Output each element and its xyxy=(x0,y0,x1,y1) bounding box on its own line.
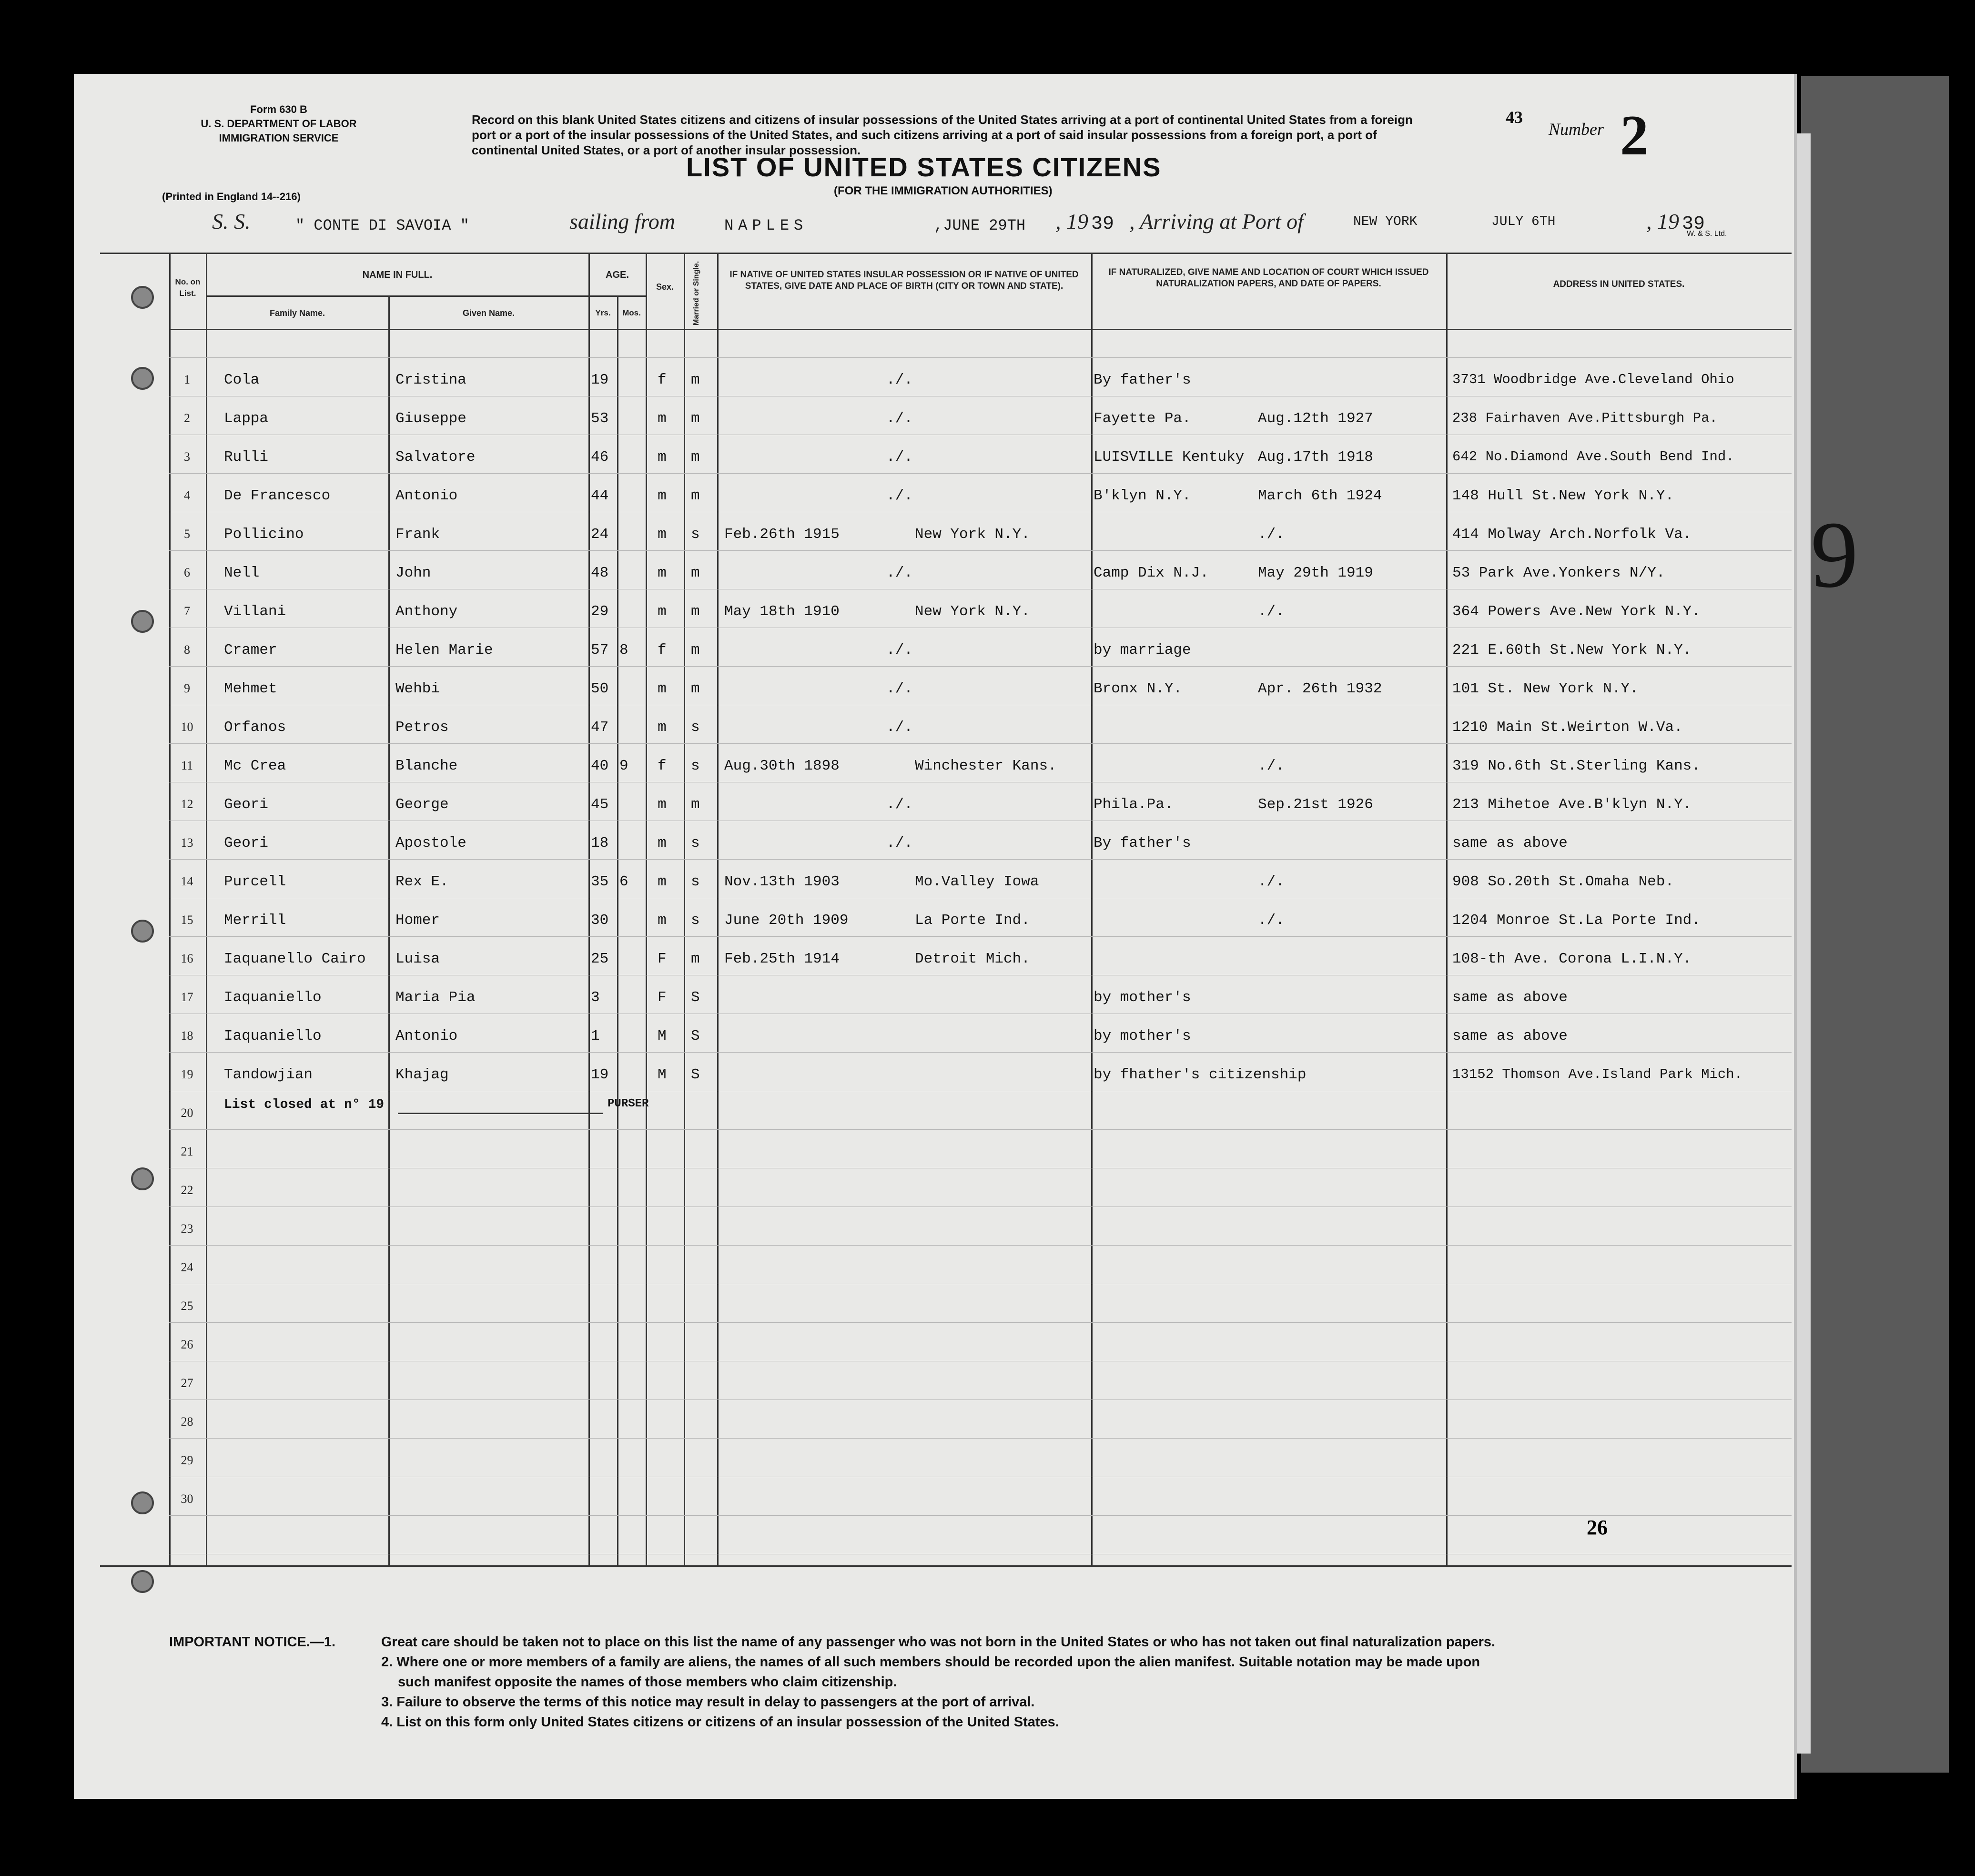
printed-note: (Printed in England 14--216) xyxy=(162,191,301,203)
sailing-from: NAPLES xyxy=(724,217,808,234)
naturalization-date-cell: Apr. 26th 1932 xyxy=(1258,680,1382,697)
address-cell: 414 Molway Arch.Norfolk Va. xyxy=(1452,526,1692,543)
binder-hole xyxy=(131,286,154,309)
page-subtitle: (FOR THE IMMIGRATION AUTHORITIES) xyxy=(834,184,1053,197)
birth-date-cell: ./. xyxy=(886,642,913,659)
given-name-cell: Apostole xyxy=(395,835,466,852)
sex-cell: m xyxy=(658,603,667,620)
age-years-cell: 46 xyxy=(591,449,609,466)
row-number: 11 xyxy=(181,759,193,772)
age-years-cell: 47 xyxy=(591,719,609,736)
family-name-cell: Geori xyxy=(224,796,269,813)
col-header-birth: IF NATIVE OF UNITED STATES INSULAR POSSESSION OR IF NATIVE OF UNITED STATES, GIVE DATE AND PLACE OF BIRTH (CITY OR TOWN AND STATE). xyxy=(729,270,1079,291)
birth-date-cell: ./. xyxy=(886,372,913,388)
department: U. S. DEPARTMENT OF LABOR xyxy=(201,118,357,130)
naturalization-date-cell: March 6th 1924 xyxy=(1258,487,1382,504)
address-cell: 642 No.Diamond Ave.South Bend Ind. xyxy=(1452,449,1734,465)
marital-status-cell: s xyxy=(691,719,700,736)
address-cell: 1204 Monroe St.La Porte Ind. xyxy=(1452,912,1701,929)
age-years-cell: 35 xyxy=(591,873,609,890)
address-cell: 238 Fairhaven Ave.Pittsburgh Pa. xyxy=(1452,410,1718,426)
family-name-cell: Nell xyxy=(224,565,260,581)
family-name-cell: Pollicino xyxy=(224,526,304,543)
marital-status-cell: s xyxy=(691,912,700,929)
age-years-cell: 3 xyxy=(591,989,600,1006)
given-name-cell: Wehbi xyxy=(395,680,440,697)
birth-place-cell: Detroit Mich. xyxy=(915,951,1030,967)
notice-item-2-cont: such manifest opposite the names of those members who claim citizenship. xyxy=(398,1674,897,1690)
marital-status-cell: S xyxy=(691,989,700,1006)
arrival-date: JULY 6TH xyxy=(1491,214,1556,229)
row-number: 3 xyxy=(184,450,190,464)
age-years-cell: 50 xyxy=(591,680,609,697)
row-number: 2 xyxy=(184,411,190,425)
family-name-cell: Purcell xyxy=(224,873,286,890)
page-number: 26 xyxy=(1587,1516,1608,1539)
naturalization-court-cell: B'klyn N.Y. xyxy=(1094,487,1191,504)
side-annotation-9: 9 xyxy=(1811,502,1858,608)
arriving-label: , Arriving at Port of xyxy=(1129,209,1304,233)
address-cell: same as above xyxy=(1452,989,1568,1006)
row-number: 29 xyxy=(181,1453,193,1467)
ruled-line xyxy=(169,1399,1792,1400)
given-name-cell: Rex E. xyxy=(395,873,449,890)
address-cell: 13152 Thomson Ave.Island Park Mich. xyxy=(1452,1066,1743,1082)
col-divider xyxy=(388,295,390,1565)
birth-date-cell: ./. xyxy=(886,487,913,504)
naturalization-court-cell: Fayette Pa. xyxy=(1094,410,1191,427)
marital-status-cell: m xyxy=(691,449,700,466)
birth-date-cell: June 20th 1909 xyxy=(724,912,849,929)
row-number: 5 xyxy=(184,527,190,541)
row-number: 1 xyxy=(184,373,190,386)
naturalization-court-cell: Phila.Pa. xyxy=(1094,796,1174,813)
col-divider xyxy=(206,253,207,1565)
given-name-cell: Petros xyxy=(395,719,449,736)
marital-status-cell: S xyxy=(691,1028,700,1044)
sex-cell: m xyxy=(658,719,667,736)
given-name-cell: Giuseppe xyxy=(395,410,466,427)
birth-place-cell: New York N.Y. xyxy=(915,526,1030,543)
family-name-cell: Mehmet xyxy=(224,680,277,697)
marital-status-cell: m xyxy=(691,372,700,388)
form-id xyxy=(195,102,362,145)
row-number: 18 xyxy=(181,1029,193,1043)
row-number: 24 xyxy=(181,1260,193,1274)
col-header-no: No. on List. xyxy=(175,277,201,298)
given-name-cell: Salvatore xyxy=(395,449,476,466)
row-number: 10 xyxy=(181,720,193,734)
address-cell: 319 No.6th St.Sterling Kans. xyxy=(1452,758,1701,774)
given-name-cell: Helen Marie xyxy=(395,642,493,659)
row-number: 12 xyxy=(181,797,193,811)
naturalization-date-cell: ./. xyxy=(1258,873,1285,890)
col-divider xyxy=(646,253,647,1565)
number-value: 2 xyxy=(1620,103,1649,167)
age-subheader-line xyxy=(588,295,646,297)
birth-place-cell: La Porte Ind. xyxy=(915,912,1030,929)
row-number: 8 xyxy=(184,643,190,657)
col-divider xyxy=(1446,253,1448,1565)
ruled-line xyxy=(169,473,1792,474)
marital-status-cell: s xyxy=(691,526,700,543)
family-name-cell: Iaquaniello xyxy=(224,989,322,1006)
col-header-sex: Sex. xyxy=(656,282,674,292)
col-header-married: Married or Single. xyxy=(692,261,700,325)
marital-status-cell: m xyxy=(691,951,700,967)
family-name-cell: Iaquanello Cairo xyxy=(224,951,366,967)
notice-lead: IMPORTANT NOTICE.—1. xyxy=(169,1634,336,1650)
address-cell: 1210 Main St.Weirton W.Va. xyxy=(1452,719,1683,736)
signature-line xyxy=(398,1113,603,1114)
sex-cell: M xyxy=(658,1028,667,1044)
col-header-address: ADDRESS IN UNITED STATES. xyxy=(1553,279,1685,289)
birth-date-cell: Feb.26th 1915 xyxy=(724,526,840,543)
naturalization-court-cell: by mother's xyxy=(1094,989,1191,1006)
col-header-yrs: Yrs. xyxy=(595,308,611,317)
address-cell: 364 Powers Ave.New York N.Y. xyxy=(1452,603,1701,620)
sex-cell: m xyxy=(658,449,667,466)
row-number: 16 xyxy=(181,952,193,965)
family-name-cell: De Francesco xyxy=(224,487,331,504)
family-name-cell: Rulli xyxy=(224,449,269,466)
marital-status-cell: m xyxy=(691,603,700,620)
address-cell: 3731 Woodbridge Ave.Cleveland Ohio xyxy=(1452,372,1734,387)
sex-cell: m xyxy=(658,796,667,813)
ruled-line xyxy=(169,1245,1792,1246)
family-name-cell: Mc Crea xyxy=(224,758,286,774)
row-number: 21 xyxy=(181,1145,193,1158)
col-header-name: NAME IN FULL. xyxy=(362,270,433,280)
age-years-cell: 25 xyxy=(591,951,609,967)
naturalization-date-cell: ./. xyxy=(1258,912,1285,929)
age-years-cell: 53 xyxy=(591,410,609,427)
age-years-cell: 29 xyxy=(591,603,609,620)
naturalization-court-cell: by fhather's citizenship xyxy=(1094,1066,1307,1083)
binder-hole xyxy=(131,1491,154,1514)
row-number: 13 xyxy=(181,836,193,850)
sex-cell: F xyxy=(658,951,667,967)
col-divider xyxy=(717,253,719,1565)
naturalization-date-cell: ./. xyxy=(1258,526,1285,543)
sex-cell: m xyxy=(658,873,667,890)
row-number: 19 xyxy=(181,1067,193,1081)
sex-cell: F xyxy=(658,989,667,1006)
naturalization-court-cell: Bronx N.Y. xyxy=(1094,680,1183,697)
address-cell: same as above xyxy=(1452,1028,1568,1044)
table-bottom-border xyxy=(100,1565,1792,1567)
year-prefix-1: , 19 xyxy=(1055,209,1088,233)
record-instructions: Record on this blank United States citizens and citizens of insular possessions of the United States arriving at a port of continental United States from a foreign port or a port of the insular possessions of the United States, and such citizens arriving at a port of said insular possessions from a foreign port, a port of continental United States, or a port of another insular possession. xyxy=(472,112,1413,157)
marital-status-cell: m xyxy=(691,565,700,581)
ruled-line xyxy=(169,1129,1792,1130)
marital-status-cell: m xyxy=(691,487,700,504)
address-cell: same as above xyxy=(1452,835,1568,852)
naturalization-court-cell: By father's xyxy=(1094,372,1191,388)
birth-date-cell: ./. xyxy=(886,680,913,697)
notice-item-1: Great care should be taken not to place on this list the name of any passenger who was not born in the United States or who has not taken out final naturalization papers. xyxy=(381,1634,1496,1650)
sex-cell: m xyxy=(658,526,667,543)
given-name-cell: Frank xyxy=(395,526,440,543)
family-name-cell: Iaquaniello xyxy=(224,1028,322,1044)
given-name-cell: John xyxy=(395,565,431,581)
service: IMMIGRATION SERVICE xyxy=(219,132,339,144)
sex-cell: M xyxy=(658,1066,667,1083)
ruled-line xyxy=(169,1322,1792,1323)
given-name-cell: Anthony xyxy=(395,603,458,620)
row-number: 4 xyxy=(184,488,190,502)
ruled-line xyxy=(169,743,1792,744)
birth-date-cell: ./. xyxy=(886,719,913,736)
important-notice xyxy=(169,1632,1789,1732)
row-number: 7 xyxy=(184,604,190,618)
row-number: 22 xyxy=(181,1183,193,1197)
birth-date-cell: Nov.13th 1903 xyxy=(724,873,840,890)
col-divider xyxy=(588,253,590,1565)
age-months-cell: 9 xyxy=(619,758,628,774)
ruled-line xyxy=(169,859,1792,860)
sex-cell: m xyxy=(658,835,667,852)
age-years-cell: 1 xyxy=(591,1028,600,1044)
number-prefix: 43 xyxy=(1506,108,1523,127)
marital-status-cell: m xyxy=(691,642,700,659)
naturalization-court-cell: by mother's xyxy=(1094,1028,1191,1044)
sex-cell: m xyxy=(658,912,667,929)
marital-status-cell: s xyxy=(691,835,700,852)
age-years-cell: 24 xyxy=(591,526,609,543)
marital-status-cell: S xyxy=(691,1066,700,1083)
col-divider xyxy=(684,253,685,1565)
naturalization-court-cell: By father's xyxy=(1094,835,1191,852)
birth-date-cell: May 18th 1910 xyxy=(724,603,840,620)
address-cell: 148 Hull St.New York N.Y. xyxy=(1452,487,1674,504)
ruled-line xyxy=(169,357,1792,358)
col-divider xyxy=(1091,253,1093,1565)
age-months-cell: 8 xyxy=(619,642,628,659)
given-name-cell: Maria Pia xyxy=(395,989,476,1006)
arrival-year: 39 xyxy=(1682,213,1705,235)
address-cell: 221 E.60th St.New York N.Y. xyxy=(1452,642,1692,659)
number-label: Number xyxy=(1549,120,1604,139)
col-header-mos: Mos. xyxy=(622,308,641,317)
binder-hole xyxy=(131,1167,154,1190)
ruled-line xyxy=(169,1052,1792,1053)
list-closed-text: List closed at n° 19 xyxy=(224,1097,385,1112)
row-number: 28 xyxy=(181,1415,193,1429)
age-years-cell: 18 xyxy=(591,835,609,852)
col-header-given: Given Name. xyxy=(462,308,515,318)
row-number: 27 xyxy=(181,1376,193,1390)
birth-date-cell: ./. xyxy=(886,796,913,813)
birth-date-cell: Aug.30th 1898 xyxy=(724,758,840,774)
ruled-line xyxy=(169,1515,1792,1516)
sex-cell: m xyxy=(658,410,667,427)
given-name-cell: Khajag xyxy=(395,1066,449,1083)
address-cell: 101 St. New York N.Y. xyxy=(1452,680,1639,697)
birth-place-cell: Mo.Valley Iowa xyxy=(915,873,1039,890)
birth-date-cell: ./. xyxy=(886,449,913,466)
naturalization-court-cell: LUISVILLE Kentuky xyxy=(1094,449,1245,466)
binder-hole xyxy=(131,367,154,390)
marital-status-cell: m xyxy=(691,796,700,813)
binder-strip xyxy=(1801,76,1949,1773)
sex-cell: f xyxy=(658,758,667,774)
birth-date-cell: Feb.25th 1914 xyxy=(724,951,840,967)
age-years-cell: 30 xyxy=(591,912,609,929)
row-number: 25 xyxy=(181,1299,193,1313)
sex-cell: f xyxy=(658,642,667,659)
marital-status-cell: m xyxy=(691,410,700,427)
sex-cell: f xyxy=(658,372,667,388)
family-name-cell: Orfanos xyxy=(224,719,286,736)
sex-cell: m xyxy=(658,565,667,581)
row-number: 6 xyxy=(184,566,190,579)
naturalization-date-cell: Sep.21st 1926 xyxy=(1258,796,1373,813)
ruled-line xyxy=(169,550,1792,551)
row-number: 14 xyxy=(181,874,193,888)
given-name-cell: Homer xyxy=(395,912,440,929)
row-number: 30 xyxy=(181,1492,193,1506)
age-years-cell: 44 xyxy=(591,487,609,504)
age-years-cell: 48 xyxy=(591,565,609,581)
sailing-date: ,JUNE 29TH xyxy=(934,217,1026,234)
age-years-cell: 19 xyxy=(591,372,609,388)
family-name-cell: Cramer xyxy=(224,642,277,659)
naturalization-date-cell: Aug.12th 1927 xyxy=(1258,410,1373,427)
row-number: 15 xyxy=(181,913,193,927)
age-years-cell: 57 xyxy=(591,642,609,659)
notice-item-2: 2. Where one or more members of a family are aliens, the names of all such members should be recorded upon the alien manifest. Suitable notation may be made upon xyxy=(381,1654,1480,1670)
naturalization-court-cell: by marriage xyxy=(1094,642,1191,659)
given-name-cell: Antonio xyxy=(395,487,458,504)
address-cell: 108-th Ave. Corona L.I.N.Y. xyxy=(1452,951,1692,967)
notice-item-4: 4. List on this form only United States citizens or citizens of an insular possession of the United States. xyxy=(381,1714,1059,1730)
col-divider xyxy=(617,295,618,1565)
name-subheader-line xyxy=(206,295,588,297)
col-header-age: AGE. xyxy=(606,270,629,280)
binder-hole xyxy=(131,610,154,633)
age-years-cell: 45 xyxy=(591,796,609,813)
given-name-cell: Cristina xyxy=(395,372,466,388)
birth-date-cell: ./. xyxy=(886,410,913,427)
ss-label: S. S. xyxy=(212,209,251,233)
sex-cell: m xyxy=(658,680,667,697)
ruled-line xyxy=(169,936,1792,937)
age-years-cell: 19 xyxy=(591,1066,609,1083)
ruled-line xyxy=(169,666,1792,667)
age-months-cell: 6 xyxy=(619,873,628,890)
marital-status-cell: s xyxy=(691,758,700,774)
row-number: 23 xyxy=(181,1222,193,1236)
ruled-line xyxy=(169,1438,1792,1439)
birth-place-cell: New York N.Y. xyxy=(915,603,1030,620)
family-name-cell: Cola xyxy=(224,372,260,388)
binder-hole xyxy=(131,1570,154,1593)
given-name-cell: George xyxy=(395,796,449,813)
ship-name: " CONTE DI SAVOIA " xyxy=(295,217,469,234)
birth-date-cell: ./. xyxy=(886,565,913,581)
given-name-cell: Blanche xyxy=(395,758,458,774)
row-number: 26 xyxy=(181,1338,193,1351)
naturalization-court-cell: Camp Dix N.J. xyxy=(1094,565,1209,581)
address-cell: 908 So.20th St.Omaha Neb. xyxy=(1452,873,1674,890)
birth-place-cell: Winchester Kans. xyxy=(915,758,1057,774)
given-name-cell: Antonio xyxy=(395,1028,458,1044)
marital-status-cell: s xyxy=(691,873,700,890)
arrival-port: NEW YORK xyxy=(1353,214,1418,229)
sailing-label: sailing from xyxy=(569,209,675,233)
col-header-naturalized: IF NATURALIZED, GIVE NAME AND LOCATION OF COURT WHICH ISSUED NATURALIZATION PAPERS, AND DATE OF PAPERS. xyxy=(1108,267,1429,289)
given-name-cell: Luisa xyxy=(395,951,440,967)
printer-mark: W. & S. Ltd. xyxy=(1687,230,1727,238)
family-name-cell: Villani xyxy=(224,603,286,620)
age-years-cell: 40 xyxy=(591,758,609,774)
address-cell: 53 Park Ave.Yonkers N/Y. xyxy=(1452,565,1665,581)
naturalization-date-cell: ./. xyxy=(1258,603,1285,620)
family-name-cell: Tandowjian xyxy=(224,1066,313,1083)
form-number: Form 630 B xyxy=(250,103,307,115)
page-title: LIST OF UNITED STATES CITIZENS xyxy=(686,152,1162,182)
sailing-year: 39 xyxy=(1091,213,1114,235)
row-number: 20 xyxy=(181,1106,193,1120)
notice-item-3: 3. Failure to observe the terms of this notice may result in delay to passengers at the port of arrival. xyxy=(381,1694,1035,1710)
row-number: 17 xyxy=(181,990,193,1004)
birth-date-cell: ./. xyxy=(886,835,913,852)
naturalization-date-cell: ./. xyxy=(1258,758,1285,774)
sex-cell: m xyxy=(658,487,667,504)
naturalization-date-cell: May 29th 1919 xyxy=(1258,565,1373,581)
year-prefix-2: , 19 xyxy=(1646,209,1679,233)
marital-status-cell: m xyxy=(691,680,700,697)
col-header-family: Family Name. xyxy=(269,308,325,318)
family-name-cell: Lappa xyxy=(224,410,269,427)
family-name-cell: Merrill xyxy=(224,912,286,929)
row-number: 9 xyxy=(184,681,190,695)
header-bottom-border xyxy=(169,329,1792,330)
binder-hole xyxy=(131,920,154,943)
family-name-cell: Geori xyxy=(224,835,269,852)
purser-label: PURSER xyxy=(608,1097,649,1110)
address-cell: 213 Mihetoe Ave.B'klyn N.Y. xyxy=(1452,796,1692,813)
naturalization-date-cell: Aug.17th 1918 xyxy=(1258,449,1373,466)
table-top-border xyxy=(100,253,1792,254)
